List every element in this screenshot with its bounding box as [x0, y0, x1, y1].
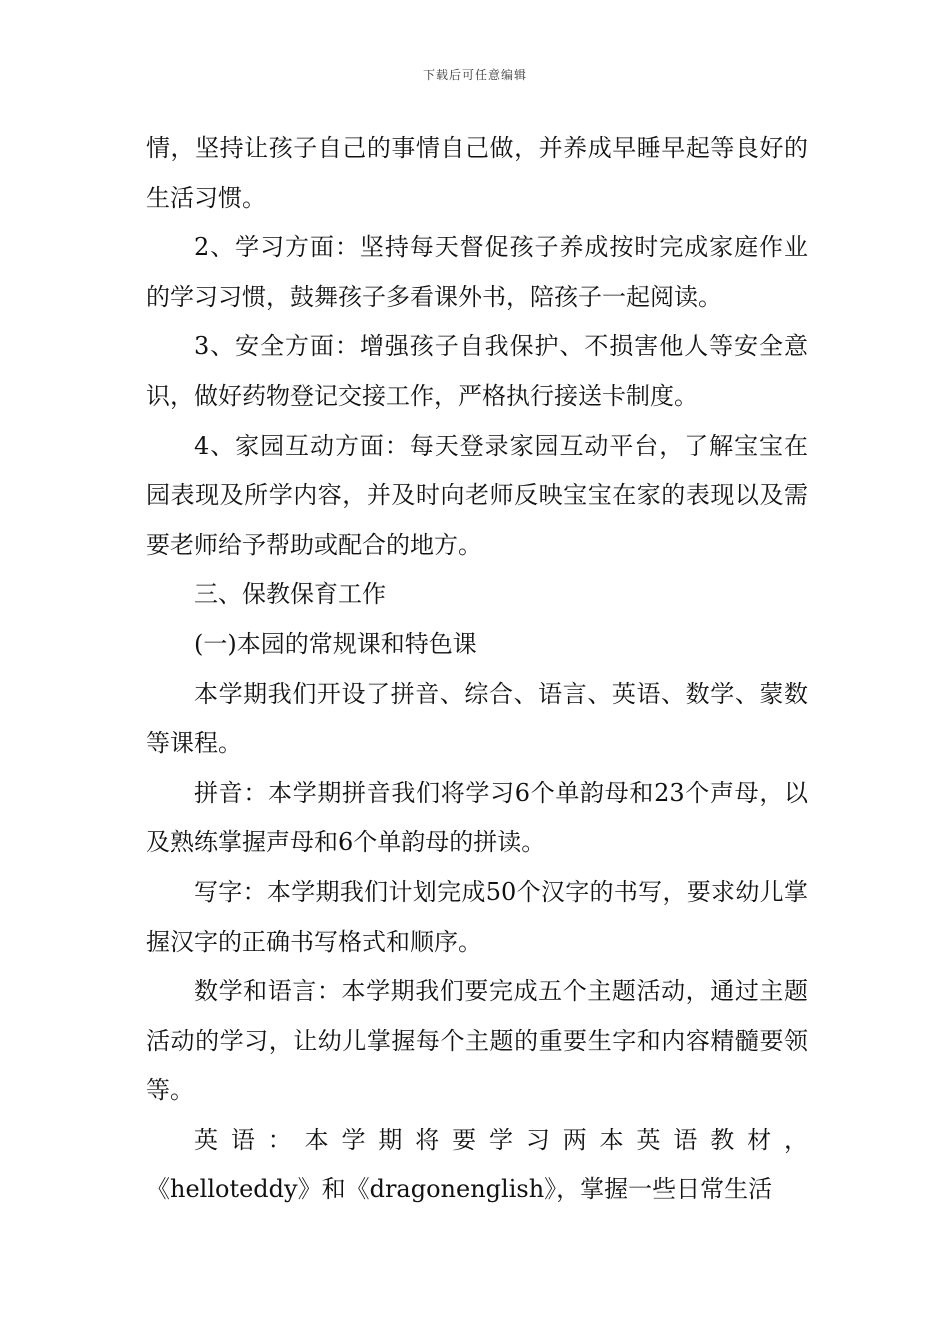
page-header: 下载后可任意编辑: [422, 68, 527, 82]
paragraph-writing: 写字：本学期我们计划完成50个汉字的书写，要求幼儿掌握汉字的正确书写格式和顺序。: [146, 877, 808, 956]
section-heading: 三、保教保育工作: [194, 580, 386, 609]
paragraph-study: 2、学习方面：坚持每天督促孩子养成按时完成家庭作业的学习习惯，鼓舞孩子多看课外书，陪孩子一起阅读。: [146, 233, 808, 311]
paragraph-pinyin: 拼音：本学期拼音我们将学习6个单韵母和23个声母，以及熟练掌握声母和6个单韵母的拼读。: [146, 778, 808, 857]
paragraph-1: 情，坚持让孩子自己的事情自己做，并养成早睡早起等良好的生活习惯。: [146, 134, 808, 212]
subsection-heading: (一)本园的常规课和特色课: [194, 629, 477, 658]
paragraph-safety: 3、安全方面：增强孩子自我保护、不损害他人等安全意识，做好药物登记交接工作，严格执行接送卡制度。: [146, 332, 808, 410]
paragraph-courses: 本学期我们开设了拼音、综合、语言、英语、数学、蒙数等课程。: [146, 679, 808, 758]
paragraph-home-school: 4、家园互动方面：每天登录家园互动平台，了解宝宝在园表现及所学内容，并及时向老师反映宝宝在家的表现以及需要老师给予帮助或配合的地方。: [146, 431, 808, 559]
paragraph-english: 英语：本学期将要学习两本英语教材，: [194, 1125, 808, 1154]
paragraph-math-language: 数学和语言：本学期我们要完成五个主题活动，通过主题活动的学习，让幼儿掌握每个主题的重要生字和内容精髓要领等。: [146, 977, 808, 1105]
document-body: [146, 124, 808, 1215]
paragraph-english-continued: 《helloteddy》和《dragonenglish》，掌握一些日常生活: [146, 1175, 773, 1204]
